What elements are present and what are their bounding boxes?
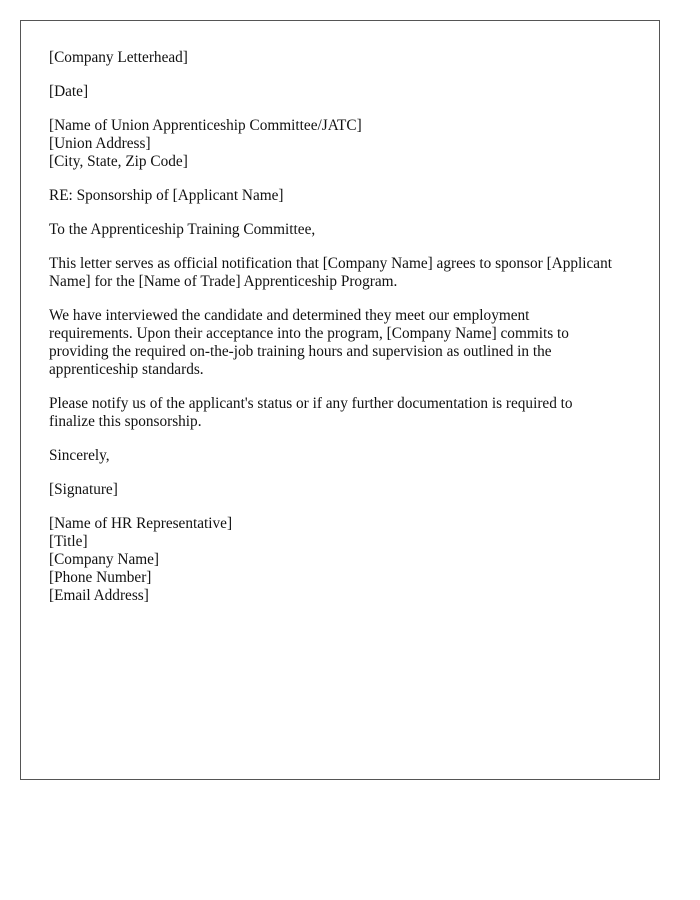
sender-company: [Company Name] bbox=[49, 551, 160, 568]
letter-content bbox=[49, 49, 614, 621]
closing: Sincerely, bbox=[49, 447, 110, 464]
recipient-block bbox=[49, 117, 614, 171]
letter-date: [Date] bbox=[49, 83, 89, 100]
sender-title: [Title] bbox=[49, 533, 88, 550]
signature-placeholder: [Signature] bbox=[49, 481, 118, 498]
recipient-city-state-zip: [City, State, Zip Code] bbox=[49, 153, 188, 170]
body-paragraph: This letter serves as official notification that [Company Name] agrees to sponsor [Applicant Name] for the [Name of Trade] Apprenticeship Program. bbox=[49, 255, 612, 290]
subject-line: RE: Sponsorship of [Applicant Name] bbox=[49, 187, 284, 204]
sender-block bbox=[49, 515, 614, 605]
sender-phone: [Phone Number] bbox=[49, 569, 152, 586]
recipient-name: [Name of Union Apprenticeship Committee/JATC] bbox=[49, 117, 362, 134]
letter-page bbox=[20, 20, 660, 780]
recipient-address: [Union Address] bbox=[49, 135, 151, 152]
body-paragraph: We have interviewed the candidate and determined they meet our employment requirements. Upon their acceptance into the program, [Company Name] commits to providing the required on-the-job training hours and supervision as outlined in the apprenticeship standards. bbox=[49, 307, 569, 378]
sender-name: [Name of HR Representative] bbox=[49, 515, 233, 532]
sender-email: [Email Address] bbox=[49, 587, 149, 604]
company-letterhead: [Company Letterhead] bbox=[49, 49, 188, 66]
salutation: To the Apprenticeship Training Committee, bbox=[49, 221, 316, 238]
body-paragraph: Please notify us of the applicant's status or if any further documentation is required to finalize this sponsorship. bbox=[49, 395, 573, 430]
